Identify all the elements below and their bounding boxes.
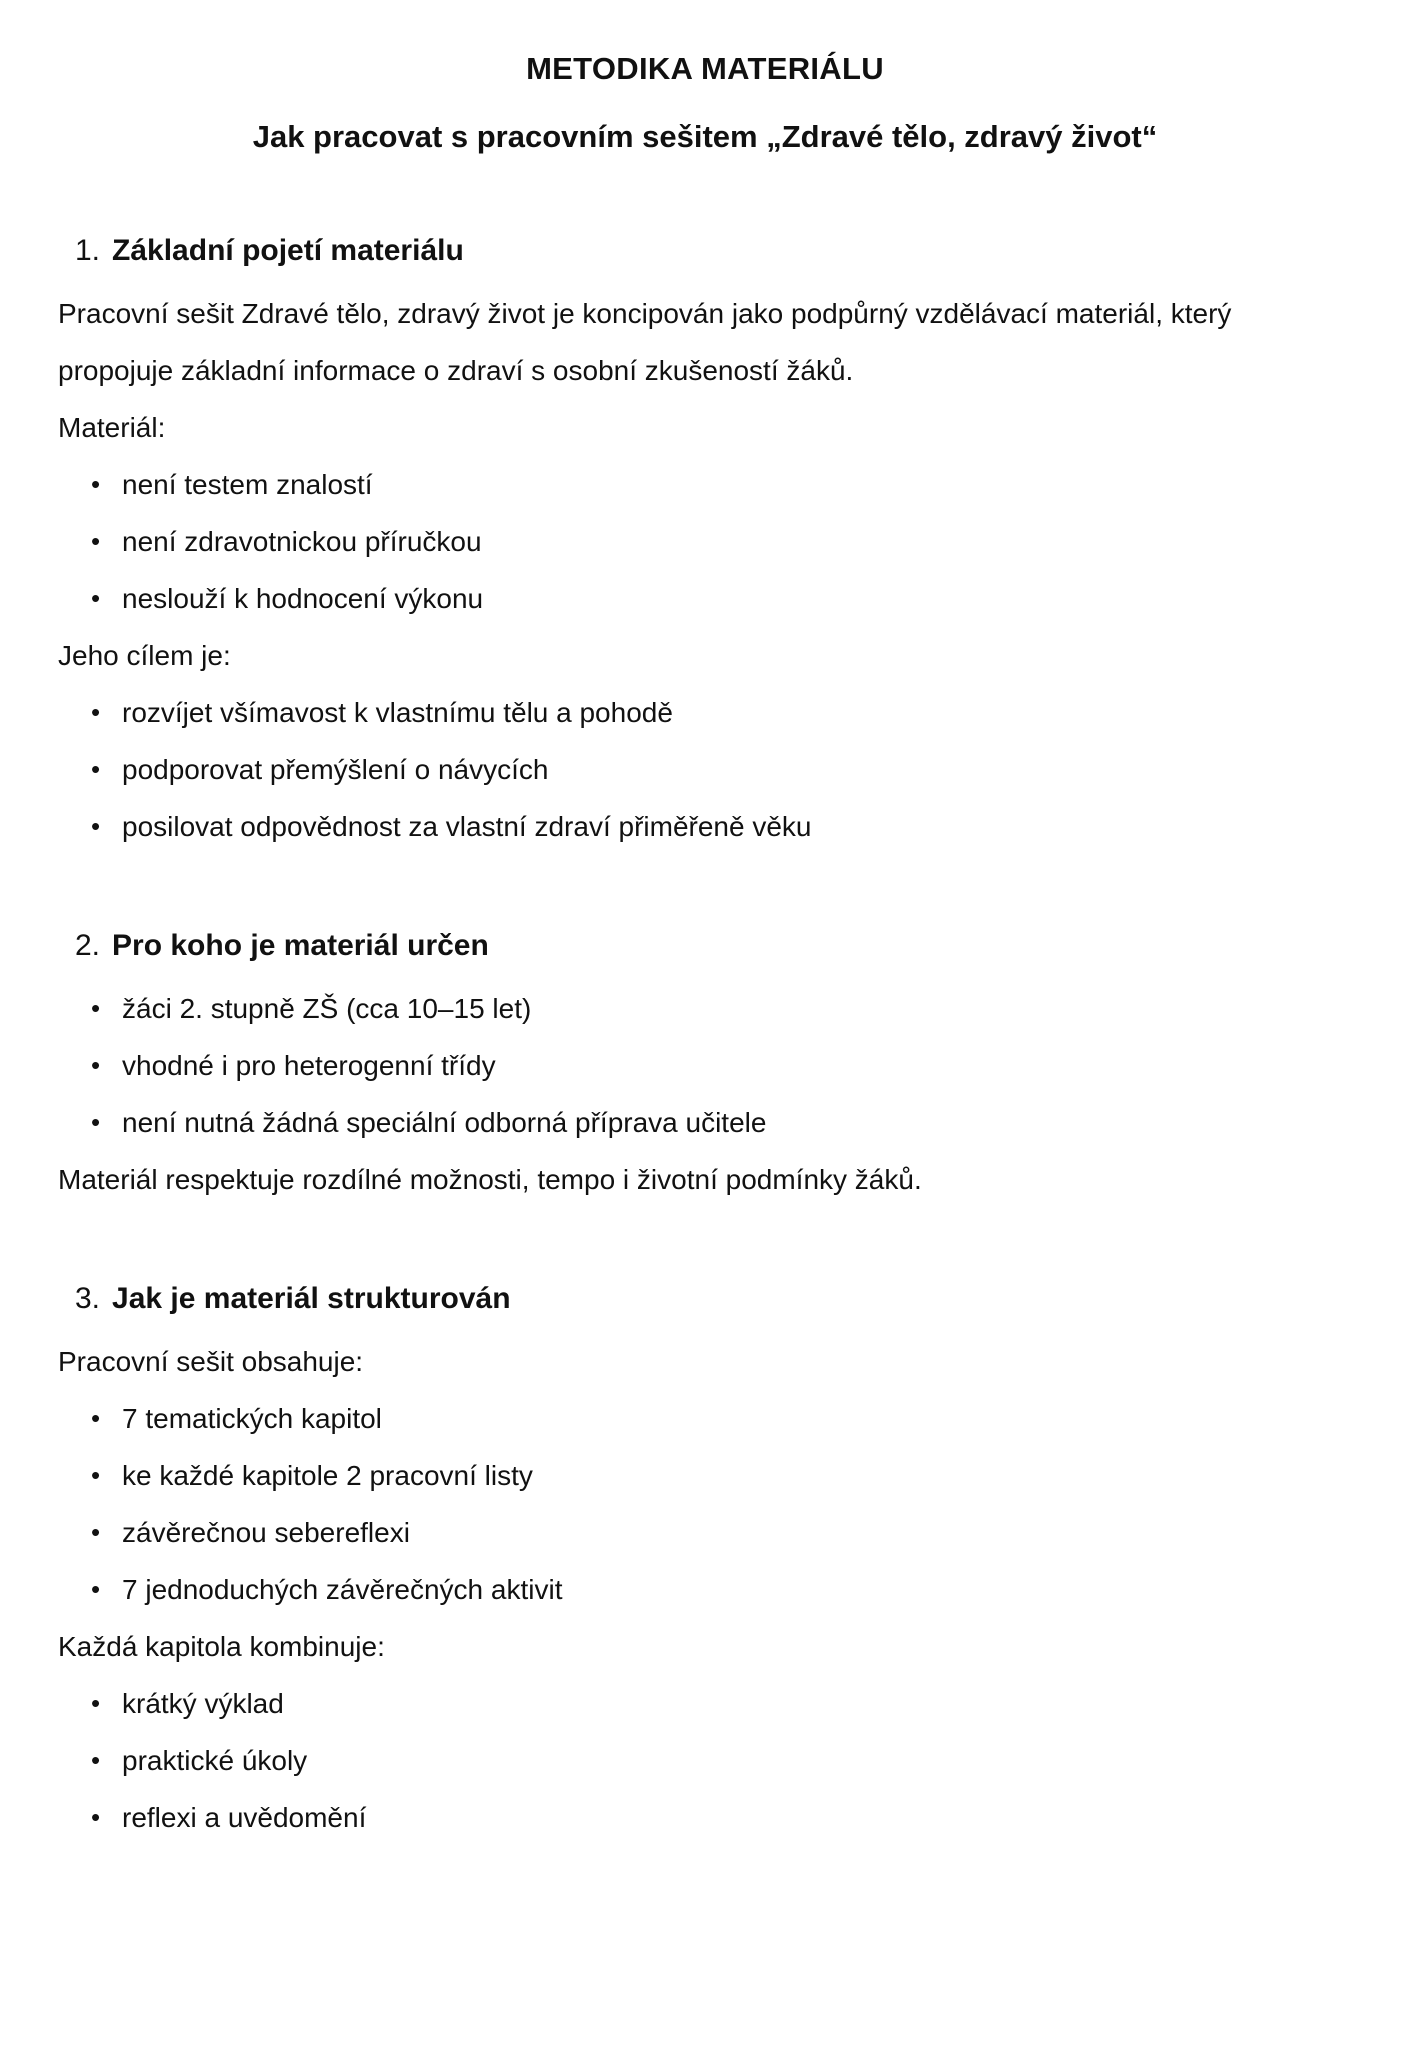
section-heading — [58, 1270, 1352, 1327]
bullet-icon: • — [91, 1745, 101, 1775]
bullet-icon: • — [91, 1574, 101, 1604]
bullet-icon: • — [91, 583, 101, 613]
list-label: Každá kapitola kombinuje: — [58, 1631, 385, 1662]
bullet-icon: • — [91, 1688, 101, 1718]
page-title: METODIKA MATERIÁLU — [526, 51, 884, 86]
list-item — [58, 456, 1352, 513]
list-item-text: žáci 2. stupně ZŠ (cca 10–15 let) — [122, 993, 532, 1024]
bullet-list — [58, 1675, 1352, 1846]
list-item-text: není zdravotnickou příručkou — [122, 526, 482, 557]
section-zakladni-pojeti — [58, 222, 1352, 855]
paragraph: Pracovní sešit Zdravé tělo, zdravý život je koncipován jako podpůrný vzdělávací materiál, který propojuje základní informace o zdraví s osobní zkušeností žáků. — [58, 298, 1232, 386]
section-title: Pro koho je materiál určen — [112, 929, 489, 962]
section-number: 2. — [75, 929, 101, 962]
bullet-icon: • — [91, 1050, 101, 1080]
list-item — [58, 1390, 1352, 1447]
bullet-list — [58, 980, 1352, 1151]
list-item-text: praktické úkoly — [122, 1745, 308, 1776]
section-title: Jak je materiál strukturován — [112, 1282, 511, 1315]
section-struktura — [58, 1270, 1352, 1846]
list-item — [58, 1675, 1352, 1732]
bullet-list — [58, 1390, 1352, 1618]
list-item — [58, 570, 1352, 627]
list-item-text: rozvíjet všímavost k vlastnímu tělu a pohodě — [122, 697, 673, 728]
list-item — [58, 1732, 1352, 1789]
list-item — [58, 1789, 1352, 1846]
bullet-icon: • — [91, 811, 101, 841]
list-item — [58, 1447, 1352, 1504]
section-heading — [58, 917, 1352, 974]
list-item-text: posilovat odpovědnost za vlastní zdraví přiměřeně věku — [122, 811, 812, 842]
bullet-icon: • — [91, 1107, 101, 1137]
section-heading — [58, 222, 1352, 279]
list-item — [58, 513, 1352, 570]
section-number: 3. — [75, 1282, 101, 1315]
list-item-text: reflexi a uvědomění — [122, 1802, 367, 1833]
list-item-text: není testem znalostí — [122, 469, 373, 500]
bullet-icon: • — [91, 1403, 101, 1433]
document-page — [0, 46, 1414, 2046]
bullet-list — [58, 684, 1352, 855]
bullet-icon: • — [91, 697, 101, 727]
list-item — [58, 1037, 1352, 1094]
list-item-text: vhodné i pro heterogenní třídy — [122, 1050, 496, 1081]
list-item-text: závěrečnou sebereflexi — [122, 1517, 410, 1548]
list-item — [58, 684, 1352, 741]
bullet-icon: • — [91, 1802, 101, 1832]
bullet-icon: • — [91, 1460, 101, 1490]
bullet-icon: • — [91, 754, 101, 784]
list-item — [58, 1504, 1352, 1561]
bullet-list — [58, 456, 1352, 627]
list-item-text: 7 jednoduchých závěrečných aktivit — [122, 1574, 563, 1605]
bullet-icon: • — [91, 993, 101, 1023]
page-subtitle: Jak pracovat s pracovním sešitem „Zdravé tělo, zdravý život“ — [252, 119, 1158, 154]
list-label: Jeho cílem je: — [58, 640, 231, 671]
section-number: 1. — [75, 234, 101, 267]
bullet-icon: • — [91, 526, 101, 556]
list-item — [58, 798, 1352, 855]
list-label: Pracovní sešit obsahuje: — [58, 1346, 364, 1377]
list-item — [58, 741, 1352, 798]
bullet-icon: • — [91, 469, 101, 499]
list-item-text: ke každé kapitole 2 pracovní listy — [122, 1460, 533, 1491]
paragraph: Materiál respektuje rozdílné možnosti, tempo i životní podmínky žáků. — [58, 1164, 922, 1195]
section-pro-koho — [58, 917, 1352, 1208]
list-label: Materiál: — [58, 412, 166, 443]
list-item-text: krátký výklad — [122, 1688, 284, 1719]
list-item-text: podporovat přemýšlení o návycích — [122, 754, 549, 785]
list-item-text: není nutná žádná speciální odborná příprava učitele — [122, 1107, 767, 1138]
list-item-text: neslouží k hodnocení výkonu — [122, 583, 484, 614]
section-title: Základní pojetí materiálu — [112, 234, 464, 267]
list-item — [58, 1094, 1352, 1151]
list-item-text: 7 tematických kapitol — [122, 1403, 382, 1434]
bullet-icon: • — [91, 1517, 101, 1547]
list-item — [58, 980, 1352, 1037]
list-item — [58, 1561, 1352, 1618]
